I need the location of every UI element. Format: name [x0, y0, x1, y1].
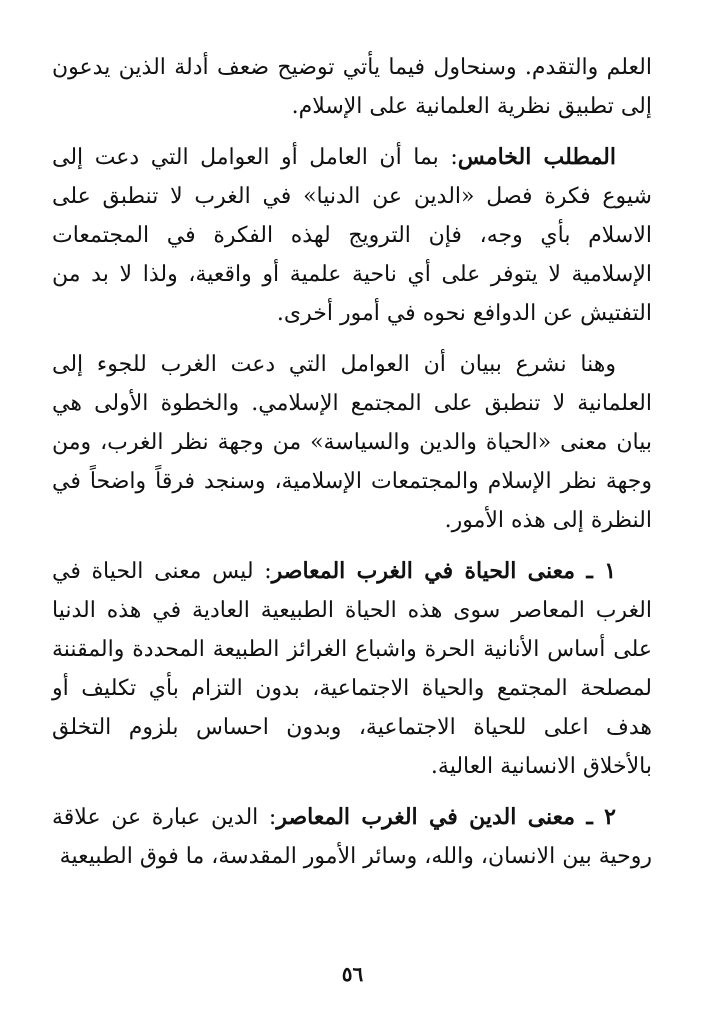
- paragraph-text: العلم والتقدم. وسنحاول فيما يأتي توضيح ضعف أدلة الذين يدعون إلى تطبيق نظرية العلمانية على الإسلام.: [52, 55, 652, 119]
- paragraph-meaning-of-religion: [52, 798, 652, 876]
- page-number: ٥٦: [341, 962, 364, 986]
- paragraph-meaning-of-life: [52, 552, 652, 786]
- paragraph-text: : ليس معنى الحياة في الغرب المعاصر سوى هذه الحياة الطبيعية العادية في هذه الدنيا على أساس الأنانية الحرة واشباع الغرائز الطبيعة المحددة والمقننة لمصلحة المجتمع والحياة الاجتماعية، بدون التزام بأي تكليف أو هدف اعلى للحياة الاجتماعية، وبدون احساس بلزوم التخلق بالأخلاق الانسانية العالية.: [52, 559, 652, 779]
- paragraph-west-factors: [52, 345, 652, 540]
- paragraph-text: وهنا نشرع ببيان أن العوامل التي دعت الغرب للجوء إلى العلمانية لا تنطبق على المجتمع الإسلامي. والخطوة الأولى هي بيان معنى «الحياة والدين والسياسة» من وجهة نظر الغرب، ومن وجهة نظر الإسلام والمجتمعات الإسلامية، وسنجد فرقاً واضحاً في النظرة إلى هذه الأمور.: [52, 352, 652, 533]
- paragraph-text: : بما أن العامل أو العوامل التي دعت إلى شيوع فكرة فصل «الدين عن الدنيا» في الغرب لا تنطبق على الاسلام بأي وجه، فإن الترويج لهذه الفكرة في المجتمعات الإسلامية لا يتوفر على أي ناحية علمية أو واقعية، ولذا لا بد من التفتيش عن الدوافع نحوه في أمور أخرى.: [52, 145, 652, 326]
- page-text: [52, 48, 652, 876]
- paragraph-intro-continuation: [52, 48, 652, 126]
- paragraph-text: : الدين عبارة عن علاقة روحية بين الانسان، والله، وسائر الأمور المقدسة، ما فوق الطبيعية: [52, 805, 652, 869]
- section-heading: المطلب الخامس: [457, 144, 616, 170]
- section-heading: ١ ـ معنى الحياة في الغرب المعاصر: [271, 558, 617, 584]
- section-heading: ٢ ـ معنى الدين في الغرب المعاصر: [276, 804, 616, 830]
- paragraph-section-five: [52, 138, 652, 333]
